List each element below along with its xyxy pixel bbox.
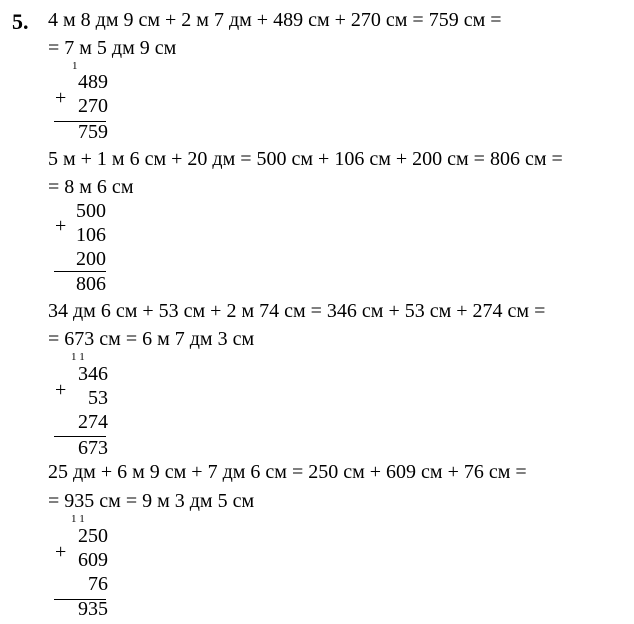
operand: 200 — [76, 248, 106, 270]
equation-3-line-1: 34 дм 6 см + 53 см + 2 м 74 см = 346 см + 53 см + 274 см = — [48, 300, 546, 322]
operand: 500 — [76, 200, 106, 222]
operand: 274 — [78, 411, 108, 433]
operand: 250 — [78, 525, 108, 547]
operand: 489 — [78, 71, 108, 93]
equation-2-line-1: 5 м + 1 м 6 см + 20 дм = 500 см + 106 см + 200 см = 806 см = — [48, 148, 563, 170]
sum-result: 935 — [78, 598, 108, 620]
operand: 106 — [76, 224, 106, 246]
equation-2-line-2: = 8 м 6 см — [48, 176, 134, 198]
equation-4-line-1: 25 дм + 6 м 9 см + 7 дм 6 см = 250 см + 609 см + 76 см = — [48, 461, 527, 483]
operand: 346 — [78, 363, 108, 385]
operand: 609 — [78, 549, 108, 571]
carry-digits: 1 — [72, 60, 78, 72]
plus-sign: + — [55, 215, 67, 237]
sum-result: 673 — [78, 437, 108, 459]
carry-digits: 1 1 — [71, 513, 85, 525]
operand: 270 — [78, 95, 108, 117]
equation-4-line-2: = 935 см = 9 м 3 дм 5 см — [48, 490, 255, 512]
equation-3-line-2: = 673 см = 6 м 7 дм 3 см — [48, 328, 255, 350]
task-number: 5. — [12, 9, 29, 34]
carry-digits: 1 1 — [71, 351, 85, 363]
equation-1-line-2: = 7 м 5 дм 9 см — [48, 37, 177, 59]
operand: 76 — [88, 573, 108, 595]
equation-1-line-1: 4 м 8 дм 9 см + 2 м 7 дм + 489 см + 270 см = 759 см = — [48, 9, 502, 31]
sum-result: 759 — [78, 121, 108, 143]
plus-sign: + — [55, 87, 67, 109]
plus-sign: + — [55, 379, 67, 401]
plus-sign: + — [55, 541, 67, 563]
operand: 53 — [88, 387, 108, 409]
sum-result: 806 — [76, 273, 106, 295]
